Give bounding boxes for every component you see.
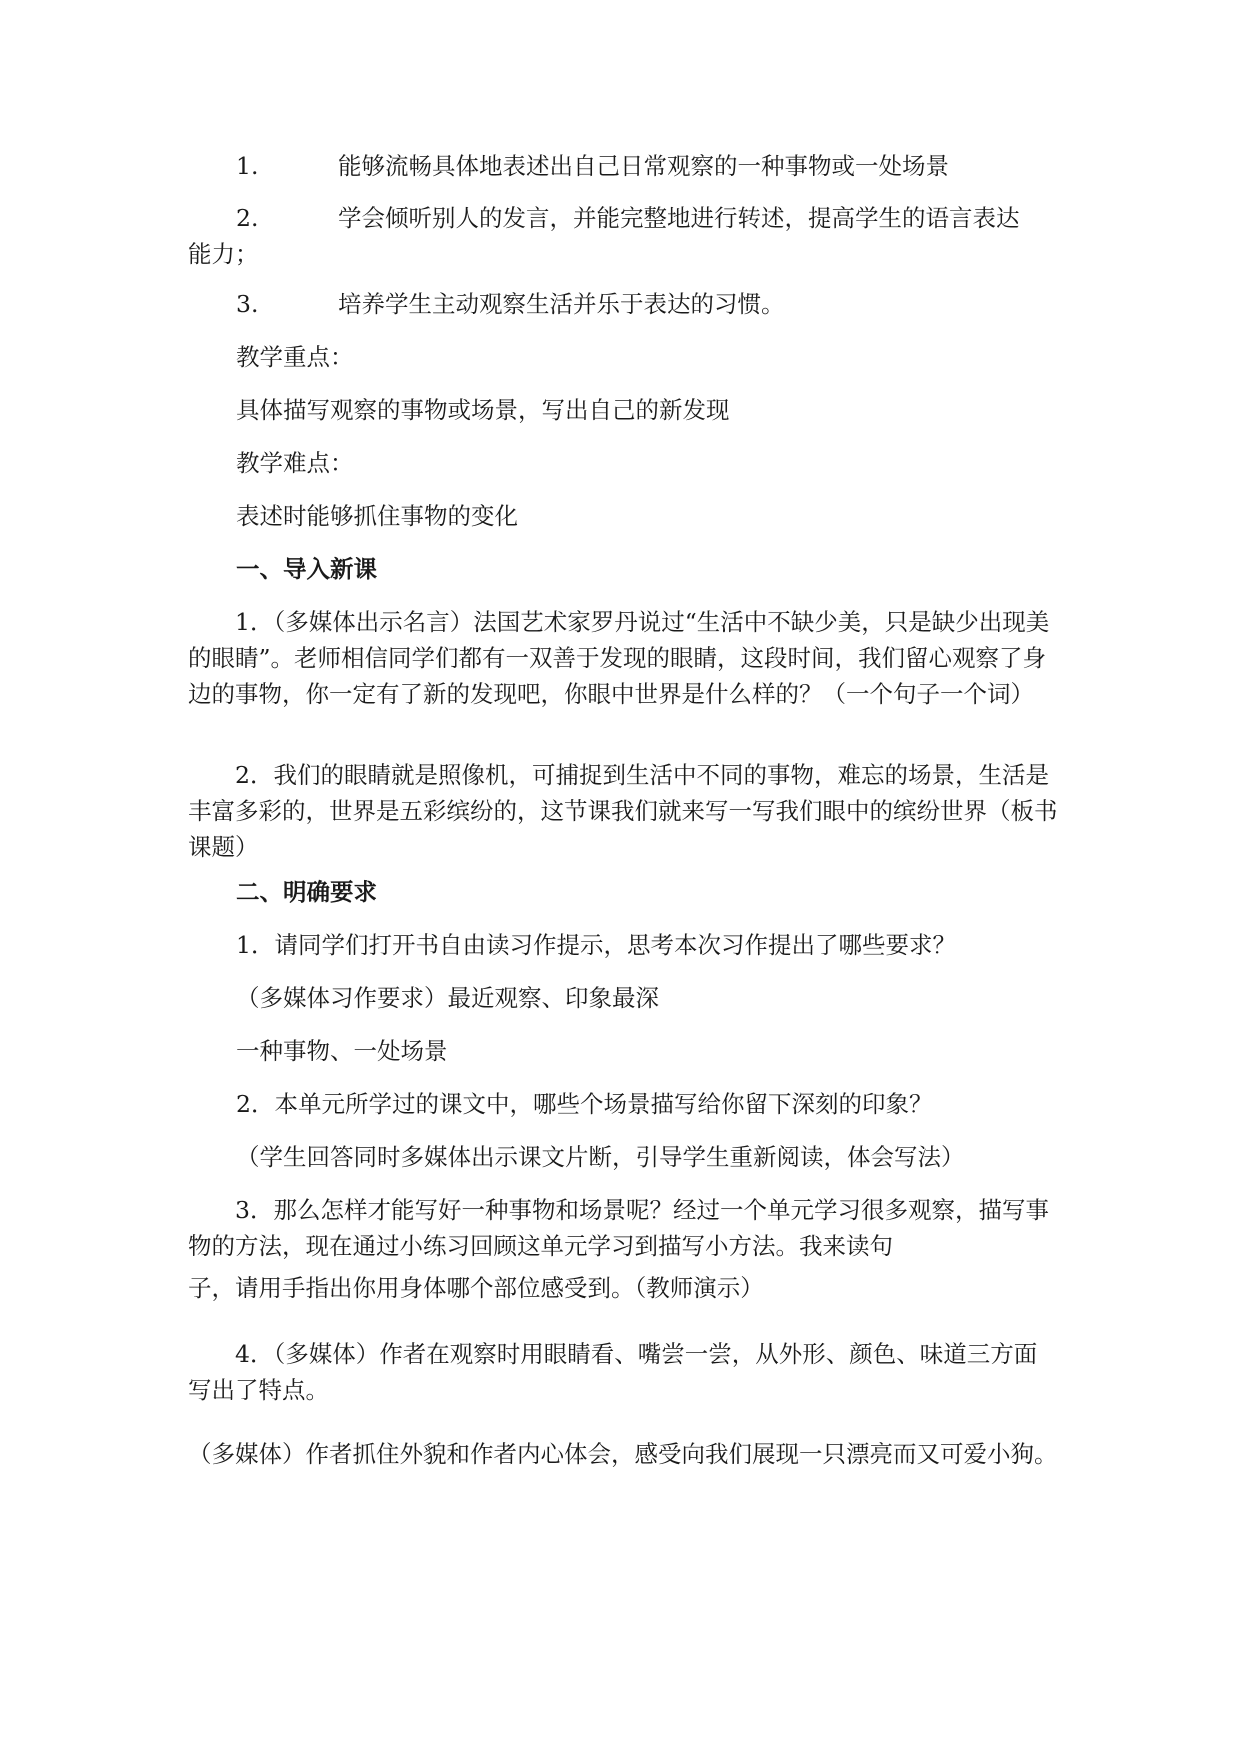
requirement-answer-2: （学生回答同时多媒体出示课文片断，引导学生重新阅读，体会写法） [236, 1143, 965, 1171]
requirement-question-2: 2．本单元所学过的课文中，哪些个场景描写给你留下深刻的印象？ [236, 1090, 933, 1118]
objective-number: 2. [236, 204, 259, 232]
objective-text: 能够流畅具体地表述出自己日常观察的一种事物或一处场景 [338, 152, 949, 180]
requirement-question-3: 3．那么怎样才能写好一种事物和场景呢？经过一个单元学习很多观察，描写事物的方法，现在通过小练习回顾这单元学习到描写小方法。我来读句 [188, 1196, 1049, 1260]
section-heading-requirements: 二、明确要求 [236, 878, 377, 906]
difficulty-label: 教学难点： [236, 449, 354, 477]
requirement-answer-1a: （多媒体习作要求）最近观察、印象最深 [236, 984, 659, 1012]
requirement-question-3-cont: 子，请用手指出你用身体哪个部位感受到。（教师演示） [188, 1274, 764, 1302]
key-point: 具体描写观察的事物或场景，写出自己的新发现 [236, 396, 730, 424]
requirement-question-1: 1．请同学们打开书自由读习作提示，思考本次习作提出了哪些要求？ [236, 931, 956, 959]
objective-1 [236, 148, 1106, 184]
objective-3 [236, 286, 1106, 322]
objective-number: 3. [236, 290, 259, 318]
intro-paragraph-1: 1．（多媒体出示名言）法国艺术家罗丹说过“生活中不缺少美，只是缺少出现美的眼睛”。老师相信同学们都有一双善于发现的眼睛，这段时间，我们留心观察了身边的事物，你一定有了新的发现吧，你眼中世界是什么样的？（一个句子一个词） [188, 608, 1050, 708]
objective-2 [188, 200, 1058, 272]
objective-text: 培养学生主动观察生活并乐于表达的习惯。 [338, 290, 785, 318]
objective-number: 1. [236, 152, 259, 180]
objective-text: 学会倾听别人的发言，并能完整地进行转述，提高学生的语言表达 [338, 204, 1020, 232]
objective-text-cont: 能力； [188, 240, 259, 268]
section-heading-intro: 一、导入新课 [236, 555, 377, 583]
requirement-question-4: 4．（多媒体）作者在观察时用眼睛看、嘴尝一尝，从外形、颜色、味道三方面写出了特点。 [188, 1340, 1038, 1404]
requirement-answer-1b: 一种事物、一处场景 [236, 1037, 448, 1065]
requirement-question-4b: （多媒体）作者抓住外貌和作者内心体会，感受向我们展现一只漂亮而又可爱小狗。 [188, 1440, 1058, 1468]
intro-paragraph-2: 2．我们的眼睛就是照像机，可捕捉到生活中不同的事物，难忘的场景，生活是丰富多彩的，世界是五彩缤纷的，这节课我们就来写一写我们眼中的缤纷世界（板书课题） [188, 761, 1058, 861]
difficulty: 表述时能够抓住事物的变化 [236, 502, 518, 530]
key-point-label: 教学重点： [236, 343, 354, 371]
